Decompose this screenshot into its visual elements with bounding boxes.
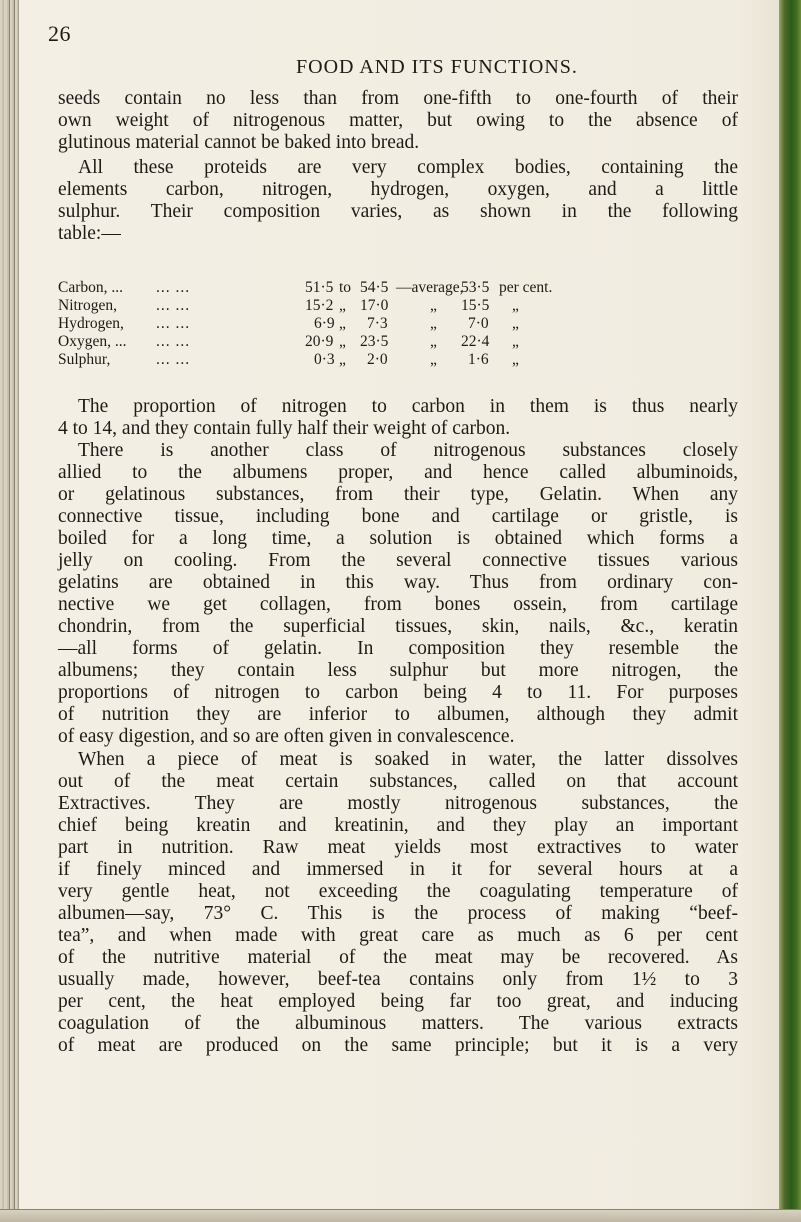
range-high: 23·5 xyxy=(360,333,389,350)
unit: per cent. xyxy=(499,279,553,296)
text-line: of easy digestion, and so are often given in convalescence. xyxy=(58,726,515,747)
text-line: albumen—say, 73° C. This is the process of making “beef- xyxy=(58,903,738,924)
average-label: „ xyxy=(430,333,437,350)
text-line: There is another class of nitrogenous substances closely xyxy=(78,440,738,461)
average-value: 7·0 xyxy=(468,315,489,332)
page-number: 26 xyxy=(48,21,71,46)
average-value: 15·5 xyxy=(461,297,490,314)
average-value: 53·5 xyxy=(461,279,490,296)
text-line: usually made, however, beef-tea contains only from 1½ to 3 xyxy=(58,969,738,990)
range-low: 51·5 xyxy=(305,279,334,296)
text-line: elements carbon, nitrogen, hydrogen, oxygen, and a little xyxy=(58,179,738,200)
average-label: —average, xyxy=(396,279,464,296)
leader-dots: ... ... xyxy=(156,279,191,296)
text-line: tea”, and when made with great care as much as 6 per cent xyxy=(58,925,738,946)
range-low: 6·9 xyxy=(314,315,335,332)
text-line: chief being kreatin and kreatinin, and they play an important xyxy=(58,815,738,836)
range-low: 15·2 xyxy=(305,297,334,314)
text-line: All these proteids are very complex bodies, containing the xyxy=(78,157,738,178)
binding-rule xyxy=(9,0,10,1222)
unit: „ xyxy=(512,297,519,314)
average-label: „ xyxy=(430,351,437,368)
element-name: Hydrogen, xyxy=(58,315,124,332)
leader-dots: ... ... xyxy=(156,333,191,350)
text-line: coagulation of the albuminous matters. The various extracts xyxy=(58,1013,738,1034)
text-line: per cent, the heat employed being far too great, and inducing xyxy=(58,991,738,1012)
text-line: —all forms of gelatin. In composition they resemble the xyxy=(58,638,738,659)
average-label: „ xyxy=(430,297,437,314)
text-line: gelatins are obtained in this way. Thus from ordinary con- xyxy=(58,572,738,593)
text-line: glutinous material cannot be baked into bread. xyxy=(58,132,420,153)
text-line: of the nutritive material of the meat may be recovered. As xyxy=(58,947,738,968)
text-line: of nutrition they are inferior to albumen, although they admit xyxy=(58,704,738,725)
binding-rule xyxy=(14,0,15,1222)
text-line: own weight of nitrogenous matter, but owing to the absence of xyxy=(58,110,738,131)
text-line: proportions of nitrogen to carbon being 4 to 11. For purposes xyxy=(58,682,738,703)
element-name: Oxygen, ... xyxy=(58,333,127,350)
text-line: out of the meat certain substances, called on that account xyxy=(58,771,738,792)
page-bottom-edge xyxy=(0,1209,801,1222)
text-line: of meat are produced on the same principle; but it is a very xyxy=(58,1035,738,1056)
text-line: allied to the albumens proper, and hence called albuminoids, xyxy=(58,462,738,483)
text-line: sulphur. Their composition varies, as shown in the following xyxy=(58,201,738,222)
text-line: table:— xyxy=(58,223,121,244)
average-value: 22·4 xyxy=(461,333,490,350)
unit: „ xyxy=(512,351,519,368)
element-name: Nitrogen, xyxy=(58,297,117,314)
range-high: 54·5 xyxy=(360,279,389,296)
average-value: 1·6 xyxy=(468,351,489,368)
text-line: if finely minced and immersed in it for several hours at a xyxy=(58,859,738,880)
element-name: Carbon, ... xyxy=(58,279,124,296)
text-line: nective we get collagen, from bones ossein, from cartilage xyxy=(58,594,738,615)
unit: „ xyxy=(512,333,519,350)
text-line: or gelatinous substances, from their type, Gelatin. When any xyxy=(58,484,738,505)
text-line: part in nutrition. Raw meat yields most extractives to water xyxy=(58,837,738,858)
text-line: chondrin, from the superficial tissues, skin, nails, &c., keratin xyxy=(58,616,738,637)
book-edge-right xyxy=(779,0,801,1222)
element-name: Sulphur, xyxy=(58,351,111,368)
text-line: albumens; they contain less sulphur but more nitrogen, the xyxy=(58,660,738,681)
unit: „ xyxy=(512,315,519,332)
range-low: 0·3 xyxy=(314,351,335,368)
leader-dots: ... ... xyxy=(156,297,191,314)
range-to: „ xyxy=(339,333,346,350)
range-low: 20·9 xyxy=(305,333,334,350)
text-line: boiled for a long time, a solution is obtained which forms a xyxy=(58,528,738,549)
range-to: to xyxy=(339,279,352,296)
range-high: 7·3 xyxy=(367,315,388,332)
text-line: connective tissue, including bone and cartilage or gristle, is xyxy=(58,506,738,527)
text-line: seeds contain no less than from one-fifth to one-fourth of their xyxy=(58,88,738,109)
running-head: FOOD AND ITS FUNCTIONS. xyxy=(296,56,578,78)
range-high: 17·0 xyxy=(360,297,389,314)
range-to: „ xyxy=(339,315,346,332)
leader-dots: ... ... xyxy=(156,351,191,368)
text-line: When a piece of meat is soaked in water, the latter dissolves xyxy=(78,749,738,770)
range-to: „ xyxy=(339,297,346,314)
text-line: jelly on cooling. From the several connective tissues various xyxy=(58,550,738,571)
text-line: 4 to 14, and they contain fully half their weight of carbon. xyxy=(58,418,511,439)
range-high: 2·0 xyxy=(367,351,388,368)
range-to: „ xyxy=(339,351,346,368)
text-line: very gentle heat, not exceeding the coagulating temperature of xyxy=(58,881,738,902)
leader-dots: ... ... xyxy=(156,315,191,332)
average-label: „ xyxy=(430,315,437,332)
text-line: The proportion of nitrogen to carbon in them is thus nearly xyxy=(78,396,738,417)
text-line: Extractives. They are mostly nitrogenous substances, the xyxy=(58,793,738,814)
